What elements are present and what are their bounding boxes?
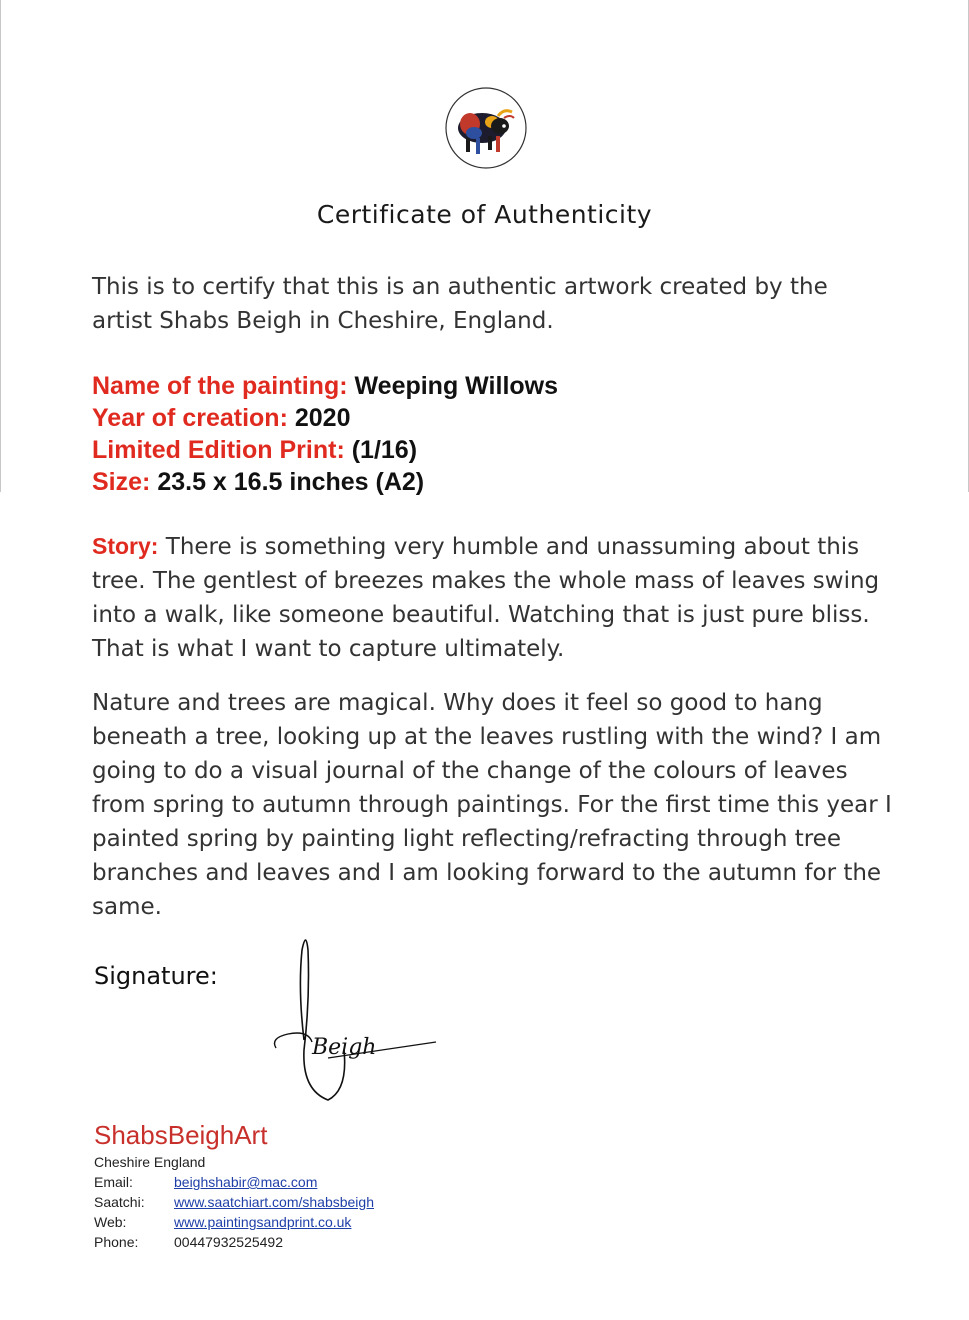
phone-number: 00447932525492 (174, 1234, 284, 1250)
story-label: Story: (92, 533, 159, 559)
contact-key: Saatchi: (94, 1194, 145, 1210)
nature-paragraph: Nature and trees are magical. Why does it feel so good to hang beneath a tree, looking up at the leaves rustling with the wind? I am going to do a visual journal of the change of the colours of leaves from spring to autumn through paintings. For the first time this year I painted spring by painting light reflecting/refracting through tree branches and leaves and I am looking forward to the autumn for the same. (92, 690, 892, 920)
signature-icon (268, 930, 448, 1110)
fact-size: Size: 23.5 x 16.5 inches (A2) (92, 468, 425, 496)
fact-painting-name: Name of the painting: Weeping Willows (92, 372, 559, 400)
fact-edition: Limited Edition Print: (1/16) (92, 436, 418, 464)
email-link[interactable]: beighshabir@mac.com (174, 1174, 318, 1190)
intro-paragraph: This is to certify that this is an authentic artwork created by the artist Shabs Beigh in Cheshire, England. (92, 274, 828, 334)
fact-year: Year of creation: 2020 (92, 404, 351, 432)
story-paragraph (92, 529, 892, 666)
bull-logo-icon (444, 86, 528, 170)
contact-key: Web: (94, 1214, 127, 1230)
contact-web-row (94, 1212, 374, 1232)
contact-phone-row (94, 1232, 374, 1252)
fact-label: Year of creation (92, 404, 280, 432)
page-border-left (0, 0, 1, 492)
contact-block (94, 1152, 374, 1252)
fact-value: (1/16) (351, 436, 418, 464)
brand-name: ShabsBeighArt (94, 1120, 268, 1150)
certificate-title: Certificate of Authenticity (316, 200, 653, 229)
contact-key: Email: (94, 1174, 133, 1190)
web-link[interactable]: www.paintingsandprint.co.uk (174, 1214, 352, 1230)
fact-label: Size (92, 468, 143, 496)
fact-value: 2020 (294, 404, 351, 432)
contact-email-row (94, 1172, 374, 1192)
contact-saatchi-row (94, 1192, 374, 1212)
fact-value: 23.5 x 16.5 inches (A2) (157, 468, 425, 496)
signature-text: Beigh (312, 1035, 377, 1060)
location: Cheshire England (94, 1154, 206, 1170)
contact-key: Phone: (94, 1234, 139, 1250)
fact-value: Weeping Willows (354, 372, 559, 400)
story-text: There is something very humble and unassuming about this tree. The gentlest of breezes makes the whole mass of leaves swing into a walk, like someone beautiful. Watching that is just pure bliss. That is what I want to capture ultimately. (92, 534, 880, 662)
saatchi-link[interactable]: www.saatchiart.com/shabsbeigh (174, 1194, 374, 1210)
fact-label: Name of the painting (92, 372, 340, 400)
artwork-facts (92, 370, 892, 498)
fact-label: Limited Edition Print (92, 436, 337, 464)
signature-label: Signature: (94, 962, 218, 990)
